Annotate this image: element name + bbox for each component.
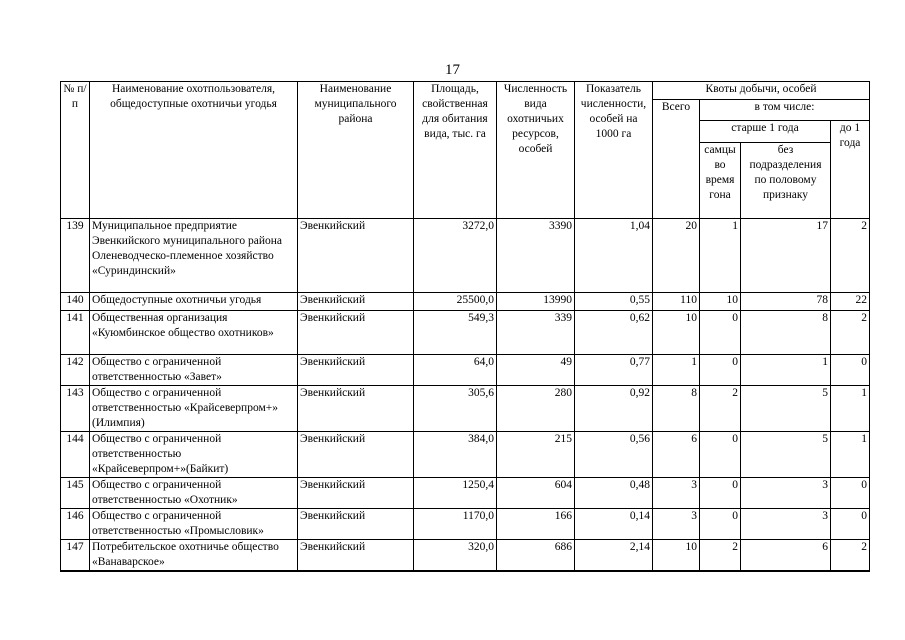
cell-user-name: Общество с ограниченной ответственностью «Завет» <box>90 355 298 386</box>
cell-num: 145 <box>61 478 90 509</box>
cell-count: 215 <box>497 432 575 478</box>
cell-under1: 0 <box>831 478 870 509</box>
cell-nosex: 8 <box>741 311 831 355</box>
cell-nosex: 3 <box>741 478 831 509</box>
cell-total: 10 <box>653 311 700 355</box>
cell-nosex: 5 <box>741 432 831 478</box>
cell-density: 0,62 <box>575 311 653 355</box>
header-density: Показатель численности, особей на 1000 га <box>575 82 653 219</box>
cell-district: Эвенкийский <box>298 219 414 293</box>
header-quota: Квоты добычи, особей <box>653 82 870 100</box>
cell-area: 25500,0 <box>414 293 497 311</box>
cell-total: 20 <box>653 219 700 293</box>
cell-user-name: Муниципальное предприятие Эвенкийского муниципального района Оленеводческо-племенное хозяйство «Суриндинский» <box>90 219 298 293</box>
cell-num: 142 <box>61 355 90 386</box>
cell-total: 10 <box>653 540 700 572</box>
page-number: 17 <box>445 62 460 78</box>
cell-count: 49 <box>497 355 575 386</box>
cell-area: 64,0 <box>414 355 497 386</box>
cell-num: 139 <box>61 219 90 293</box>
cell-total: 3 <box>653 509 700 540</box>
cell-density: 0,48 <box>575 478 653 509</box>
cell-count: 13990 <box>497 293 575 311</box>
header-nosex: без подразделения по половому признаку <box>741 143 831 219</box>
cell-total: 3 <box>653 478 700 509</box>
cell-density: 0,56 <box>575 432 653 478</box>
cell-males: 0 <box>700 478 741 509</box>
cell-density: 1,04 <box>575 219 653 293</box>
cell-males: 0 <box>700 509 741 540</box>
cell-district: Эвенкийский <box>298 432 414 478</box>
cell-district: Эвенкийский <box>298 355 414 386</box>
cell-density: 2,14 <box>575 540 653 572</box>
cell-males: 2 <box>700 540 741 572</box>
header-including: в том числе: <box>700 100 870 121</box>
cell-area: 549,3 <box>414 311 497 355</box>
cell-under1: 2 <box>831 311 870 355</box>
header-total: Всего <box>653 100 700 219</box>
cell-under1: 2 <box>831 540 870 572</box>
cell-area: 1170,0 <box>414 509 497 540</box>
cell-user-name: Общественная организация «Куюмбинское общество охотников» <box>90 311 298 355</box>
cell-total: 110 <box>653 293 700 311</box>
cell-nosex: 5 <box>741 386 831 432</box>
cell-total: 8 <box>653 386 700 432</box>
cell-under1: 1 <box>831 386 870 432</box>
header-males: самцы во время гона <box>700 143 741 219</box>
cell-user-name: Общество с ограниченной ответственностью «Крайсеверпром+» (Илимпия) <box>90 386 298 432</box>
cell-males: 2 <box>700 386 741 432</box>
cell-area: 3272,0 <box>414 219 497 293</box>
cell-under1: 22 <box>831 293 870 311</box>
cell-district: Эвенкийский <box>298 540 414 572</box>
cell-under1: 0 <box>831 355 870 386</box>
table-row <box>61 432 870 478</box>
cell-count: 604 <box>497 478 575 509</box>
cell-count: 339 <box>497 311 575 355</box>
cell-density: 0,14 <box>575 509 653 540</box>
cell-district: Эвенкийский <box>298 293 414 311</box>
cell-nosex: 17 <box>741 219 831 293</box>
cell-num: 146 <box>61 509 90 540</box>
table-row <box>61 386 870 432</box>
header-user: Наименование охотпользователя, общедоступные охотничьи угодья <box>90 82 298 219</box>
table-body <box>61 219 870 572</box>
cell-count: 3390 <box>497 219 575 293</box>
cell-under1: 2 <box>831 219 870 293</box>
table-row <box>61 311 870 355</box>
header-district: Наименование муниципального района <box>298 82 414 219</box>
cell-nosex: 78 <box>741 293 831 311</box>
cell-num: 143 <box>61 386 90 432</box>
table-header <box>61 82 870 219</box>
cell-density: 0,77 <box>575 355 653 386</box>
cell-user-name: Общество с ограниченной ответственностью «Охотник» <box>90 478 298 509</box>
cell-num: 147 <box>61 540 90 572</box>
cell-males: 10 <box>700 293 741 311</box>
table-row <box>61 478 870 509</box>
cell-males: 1 <box>700 219 741 293</box>
table-row <box>61 219 870 293</box>
cell-user-name: Общество с ограниченной ответственностью «Промысловик» <box>90 509 298 540</box>
header-older: старше 1 года <box>700 120 831 143</box>
cell-area: 320,0 <box>414 540 497 572</box>
cell-area: 1250,4 <box>414 478 497 509</box>
table-row <box>61 293 870 311</box>
cell-district: Эвенкийский <box>298 386 414 432</box>
cell-males: 0 <box>700 355 741 386</box>
cell-count: 280 <box>497 386 575 432</box>
header-area: Площадь, свойственная для обитания вида, тыс. га <box>414 82 497 219</box>
quota-table <box>60 81 870 572</box>
cell-males: 0 <box>700 311 741 355</box>
cell-area: 384,0 <box>414 432 497 478</box>
cell-num: 144 <box>61 432 90 478</box>
cell-total: 6 <box>653 432 700 478</box>
cell-count: 686 <box>497 540 575 572</box>
cell-user-name: Общество с ограниченной ответственностью «Крайсеверпром+»(Байкит) <box>90 432 298 478</box>
cell-district: Эвенкийский <box>298 311 414 355</box>
cell-count: 166 <box>497 509 575 540</box>
header-count: Численность вида охотничьих ресурсов, особей <box>497 82 575 219</box>
header-under1: до 1 года <box>831 120 870 219</box>
cell-area: 305,6 <box>414 386 497 432</box>
table-row <box>61 540 870 572</box>
cell-user-name: Общедоступные охотничьи угодья <box>90 293 298 311</box>
cell-num: 141 <box>61 311 90 355</box>
cell-district: Эвенкийский <box>298 509 414 540</box>
cell-district: Эвенкийский <box>298 478 414 509</box>
table-row <box>61 509 870 540</box>
cell-num: 140 <box>61 293 90 311</box>
cell-nosex: 6 <box>741 540 831 572</box>
cell-males: 0 <box>700 432 741 478</box>
cell-under1: 1 <box>831 432 870 478</box>
cell-density: 0,92 <box>575 386 653 432</box>
cell-nosex: 3 <box>741 509 831 540</box>
cell-total: 1 <box>653 355 700 386</box>
cell-density: 0,55 <box>575 293 653 311</box>
cell-under1: 0 <box>831 509 870 540</box>
table-row <box>61 355 870 386</box>
cell-nosex: 1 <box>741 355 831 386</box>
cell-user-name: Потребительское охотничье общество «Ванаварское» <box>90 540 298 572</box>
header-num: № п/п <box>61 82 90 219</box>
